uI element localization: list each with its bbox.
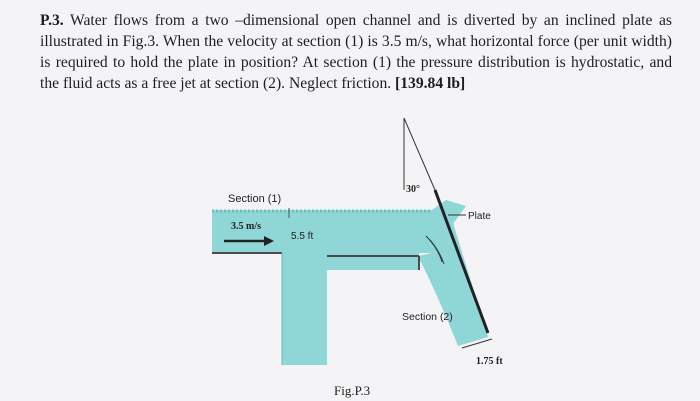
section2-label: Section (2) — [402, 311, 453, 323]
angle-line — [404, 118, 435, 190]
depth-label: 5.5 ft — [291, 231, 314, 242]
plate-label: Plate — [468, 211, 491, 222]
velocity-label: 3.5 m/s — [231, 221, 261, 232]
vertical-water-column — [282, 253, 327, 365]
angle-label: 30° — [406, 184, 420, 195]
section1-label: Section (1) — [228, 193, 282, 205]
jet-width-label: 1.75 ft — [476, 356, 503, 367]
figure-caption: Fig.P.3 — [334, 383, 371, 398]
problem-answer: [139.84 lb] — [395, 75, 466, 92]
problem-body: Water flows from a two –dimensional open channel and is diverted by an inclined plate as illustrated in Fig.3. When the velocity at section (1) is 3.5 m/s, what horizontal force (per unit width) is required to hold the plate in position? At section (1) the pressure distribution is hydrostatic, and the fluid acts as a free jet at section (2). Neglect friction. — [40, 12, 672, 92]
problem-number: P.3. — [40, 12, 64, 29]
